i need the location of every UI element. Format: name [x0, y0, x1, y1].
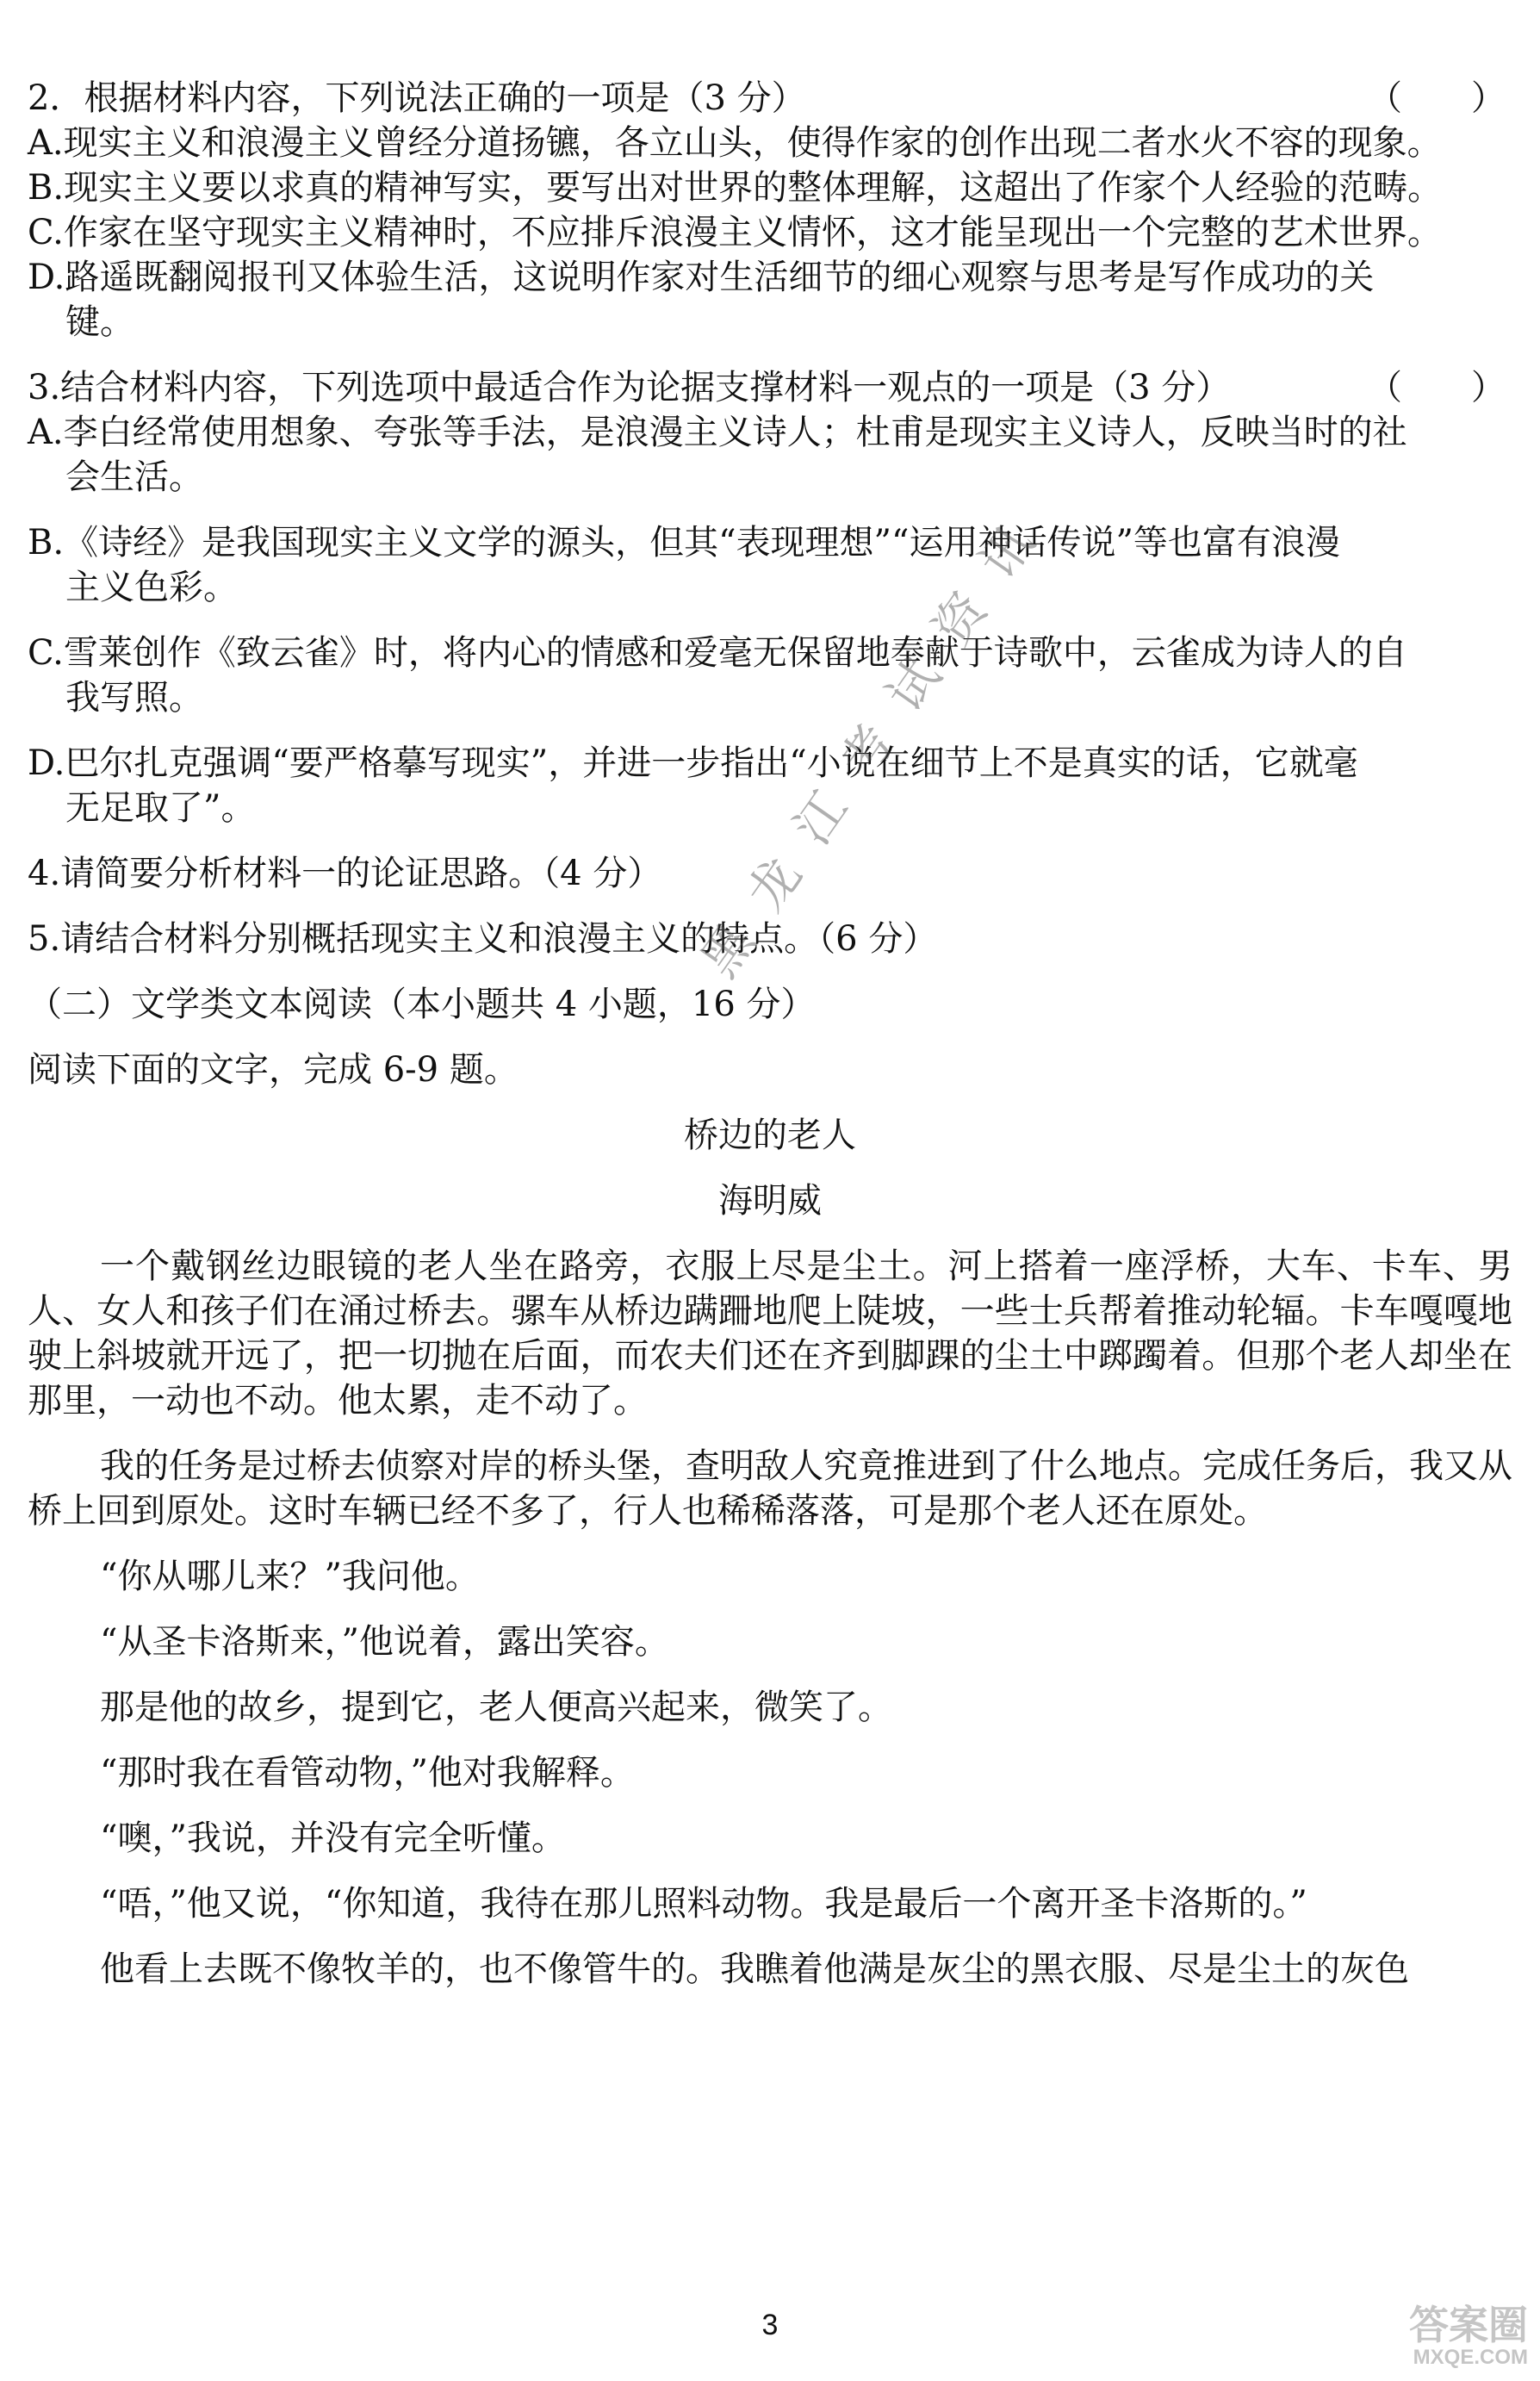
watermark-text: 黑龙江考试资讯 [689, 489, 1063, 988]
question-3-stem-row [28, 365, 1512, 410]
question-3-option-b: B.《诗经》是我国现实主义文学的源头，但其“表现理想”“运用神话传说”等也富有浪漫 [28, 523, 1340, 563]
question-3-option-c: C.雪莱创作《致云雀》时，将内心的情感和爱毫无保留地奉献于诗歌中，云雀成为诗人的自 [28, 633, 1407, 673]
story-author: 海明威 [718, 1181, 822, 1221]
question-2-option-a: A.现实主义和浪漫主义曾经分道扬镳，各立山头，使得作家的创作出现二者水火不容的现象。 [28, 123, 1442, 163]
story-paragraph: 我的任务是过桥去侦察对岸的桥头堡，查明敌人究竟推进到了什么地点。完成任务后，我又从桥上回到原处。这时车辆已经不多了，行人也稀稀落落，可是那个老人还在原处。 [28, 1446, 1512, 1531]
story-dialogue-line: 那是他的故乡，提到它，老人便高兴起来，微笑了。 [100, 1688, 892, 1727]
answer-blank: （ ） [1368, 368, 1506, 407]
logo-line-1: 答案圈 [1409, 2303, 1528, 2347]
question-5: 5.请结合材料分别概括现实主义和浪漫主义的特点。（6 分） [28, 919, 938, 959]
site-logo-watermark [1330, 2303, 1528, 2372]
question-4: 4.请简要分析材料一的论证思路。（4 分） [28, 854, 662, 893]
story-dialogue-line: “从圣卡洛斯来，”他说着，露出笑容。 [100, 1622, 669, 1662]
question-2-option-d-continued: 键。 [65, 302, 134, 342]
story-title: 桥边的老人 [684, 1116, 856, 1155]
question-3-option-a-continued: 会生活。 [65, 457, 203, 497]
question-3-option-d: D.巴尔扎克强调“要严格摹写现实”，并进一步指出“小说在细节上不是真实的话，它就毫 [28, 743, 1358, 783]
story-dialogue-line: “噢，”我说，并没有完全听懂。 [100, 1818, 566, 1858]
question-3-option-d-continued: 无足取了”。 [65, 788, 256, 828]
question-2-stem-row [28, 76, 1512, 121]
story-dialogue-line: “唔，”他又说，“你知道，我待在那儿照料动物。我是最后一个离开圣卡洛斯的。” [100, 1884, 1307, 1924]
story-dialogue-line: “那时我在看管动物，”他对我解释。 [100, 1753, 635, 1793]
question-3-option-c-continued: 我写照。 [65, 678, 203, 718]
story-paragraph-truncated: 他看上去既不像牧羊的，也不像管牛的。我瞧着他满是灰尘的黑衣服、尽是尘土的灰色 [100, 1949, 1409, 1989]
question-3-stem: 3.结合材料内容，下列选项中最适合作为论据支撑材料一观点的一项是（3 分） [28, 368, 1231, 407]
question-2-stem: 2．根据材料内容，下列说法正确的一项是（3 分） [28, 78, 806, 118]
answer-blank: （ ） [1368, 78, 1506, 118]
question-2-option-d: D.路遥既翻阅报刊又体验生活，这说明作家对生活细节的细心观察与思考是写作成功的关 [28, 258, 1375, 297]
section-instruction: 阅读下面的文字，完成 6-9 题。 [28, 1050, 519, 1090]
page-number: 3 [761, 2309, 779, 2341]
question-3-option-b-continued: 主义色彩。 [65, 568, 238, 607]
story-dialogue-line: “你从哪儿来？”我问他。 [100, 1557, 480, 1596]
question-2-option-c: C.作家在坚守现实主义精神时，不应排斥浪漫主义情怀，这才能呈现出一个完整的艺术世界。 [28, 213, 1442, 252]
story-paragraph: 一个戴钢丝边眼镜的老人坐在路旁，衣服上尽是尘土。河上搭着一座浮桥，大车、卡车、男人、女人和孩子们在涌过桥去。骡车从桥边蹒跚地爬上陡坡，一些士兵帮着推动轮辐。卡车嘎嘎地驶上斜坡就开远了，把一切抛在后面，而农夫们还在齐到脚踝的尘土中踯躅着。但那个老人却坐在那里，一动也不动。他太累，走不动了。 [28, 1246, 1512, 1421]
question-2-option-b: B.现实主义要以求真的精神写实，要写出对世界的整体理解，这超出了作家个人经验的范畴。 [28, 168, 1443, 208]
section-heading: （二）文学类文本阅读（本小题共 4 小题，16 分） [28, 985, 816, 1024]
document-page [28, 76, 1512, 2012]
question-3-option-a: A.李白经常使用想象、夸张等手法，是浪漫主义诗人；杜甫是现实主义诗人，反映当时的社 [28, 413, 1407, 452]
logo-line-2: MXQE.COM [1413, 2346, 1528, 2369]
